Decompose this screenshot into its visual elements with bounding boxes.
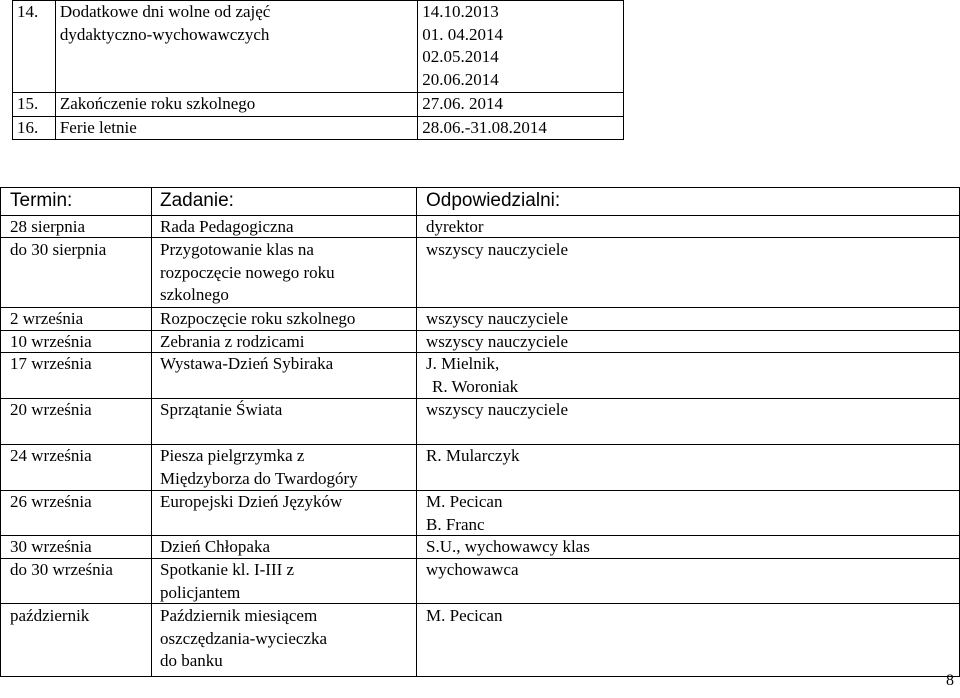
responsible-line: M. Pecican [426,492,503,511]
task-cell: Ferie letnie [55,116,417,140]
task-line: rozpoczęcie nowego roku [160,262,335,282]
responsible-cell: wszyscy nauczyciele [426,309,569,328]
schedule-table [0,187,960,677]
term-cell: 28 sierpnia [10,217,86,236]
task-cell [55,1,417,93]
term-cell: październik [10,606,90,625]
responsible-cell [426,491,956,536]
term-cell: 2 września [10,309,84,328]
task-cell: Europejski Dzień Języków [160,492,343,511]
task-line: Piesza pielgrzymka z [160,446,305,465]
row-number: 16. [13,116,56,140]
header-responsible: Odpowiedzialni: [426,190,561,211]
term-cell: 10 września [10,332,92,351]
responsible-line: B. Franc [426,514,485,534]
col-divider [151,187,152,677]
task-line: Międzyborza do Twardogóry [160,468,358,488]
date-line: 01. 04.2014 [422,24,503,44]
responsible-cell: dyrektor [426,217,484,236]
date-line: 20.06.2014 [422,69,499,89]
page-number: 8 [946,672,954,689]
task-cell [160,445,415,490]
term-cell: do 30 września [10,560,113,579]
term-cell: 17 września [10,354,92,373]
task-line: szkolnego [160,285,229,304]
task-cell [160,605,415,673]
table-row [13,1,624,93]
date-line: 02.05.2014 [422,47,499,66]
table-row [13,93,624,117]
task-cell [160,239,415,307]
table-row [13,116,624,140]
task-cell: Wystawa-Dzień Sybiraka [160,354,334,373]
task-line: dydaktyczno-wychowawczych [59,24,270,44]
task-line: Spotkanie kl. I-III z [160,560,295,579]
responsible-cell: S.U., wychowawcy klas [426,537,590,556]
responsible-line: R. Woroniak [432,376,519,396]
header-task: Zadanie: [160,190,234,211]
task-line: Przygotowanie klas na [160,240,314,259]
date-cell: 27.06. 2014 [418,93,624,117]
task-cell: Zakończenie roku szkolnego [55,93,417,117]
task-cell: Dzień Chłopaka [160,537,270,556]
row-divider [0,676,960,677]
date-cell: 28.06.-31.08.2014 [418,116,624,140]
row-number: 14. [13,1,56,93]
header-term: Termin: [10,190,73,211]
responsible-line: J. Mielnik, [426,354,500,373]
col-divider [0,187,1,677]
responsible-cell [426,353,956,398]
task-cell: Zebrania z rodzicami [160,332,305,351]
task-cell: Rada Pedagogiczna [160,217,294,236]
col-divider [416,187,417,677]
responsible-cell: R. Mularczyk [426,446,520,465]
term-cell: 20 września [10,400,92,419]
task-line: do banku [160,651,223,670]
term-cell: 30 września [10,537,92,556]
row-divider [0,603,960,604]
responsible-cell: wszyscy nauczyciele [426,332,569,351]
task-cell: Rozpoczęcie roku szkolnego [160,309,356,328]
responsible-cell: wszyscy nauczyciele [426,240,569,259]
row-divider [0,187,960,188]
date-line: 14.10.2013 [422,2,499,21]
task-line: policjantem [160,582,241,602]
row-number: 15. [13,93,56,117]
term-cell: 26 września [10,492,92,511]
responsible-cell: wszyscy nauczyciele [426,400,569,419]
term-cell: 24 września [10,446,92,465]
responsible-cell: wychowawca [426,560,519,579]
task-line: Dodatkowe dni wolne od zajęć [59,2,271,21]
task-cell: Sprzątanie Świata [160,400,283,419]
date-cell [418,1,624,93]
task-line: Październik miesiącem [160,606,318,625]
term-cell: do 30 sierpnia [10,240,107,259]
task-cell [160,559,415,604]
responsible-cell: M. Pecican [426,606,503,625]
holidays-table [12,0,624,140]
task-line: oszczędzania-wycieczka [160,628,328,648]
